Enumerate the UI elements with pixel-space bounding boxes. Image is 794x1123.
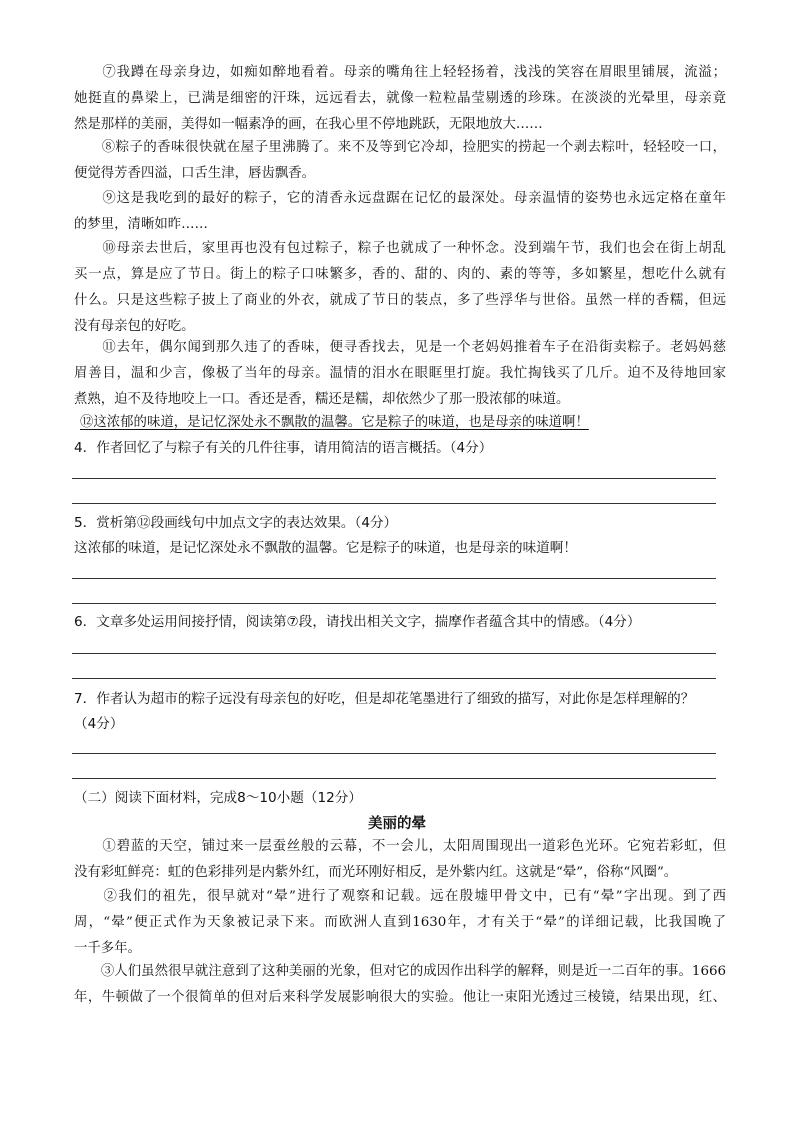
- answer-line[interactable]: [72, 753, 716, 754]
- question-7: [74, 687, 726, 737]
- paragraph-line: ⑩母亲去世后，家里再也没有包过粽子，粽子也就成了一种怀念。没到端午节，我们也会在街上胡乱: [74, 241, 726, 256]
- paragraph-line: 的梦里，清晰如昨……: [74, 217, 208, 232]
- question-text: 5．赏析第⑫段画线句中加点文字的表达效果。（4分）: [74, 515, 398, 531]
- answer-line[interactable]: [72, 478, 716, 479]
- paragraph-line: 然是那样的美丽，美得如一幅素净的画，在我心里不停地跳跃，无限地放大……: [74, 117, 543, 132]
- paragraph-line: ⑦我蹲在母亲身边，如痴如醉地看着。母亲的嘴角往上轻轻扬着，浅浅的笑容在眉眼里铺展，流溢；: [74, 65, 726, 80]
- paragraph-line: 周，“晕”便正式作为天象被记录下来。而欧洲人直到1630年，才有关于“晕”的详细记载，比我国晚了: [74, 915, 726, 930]
- answer-line[interactable]: [72, 603, 716, 604]
- paragraph-11: [74, 335, 726, 413]
- paragraph-line: ③人们虽然很早就注意到了这种美丽的光象，但对它的成因作出科学的解释，则是近一二百年的事。1666: [74, 964, 726, 979]
- passage2-paragraph-1: [74, 834, 726, 886]
- paragraph-line: 没有母亲包的好吃。: [74, 319, 195, 334]
- section-instruction: （二）阅读下面材料，完成8～10小题（12分）: [74, 790, 362, 806]
- paragraph-line: 没有彩虹鲜亮：虹的色彩排列是内紫外红，而光环刚好相反，是外紫内红。这就是“晕”，俗称“风圈”。: [74, 865, 678, 880]
- question-6: [74, 610, 726, 635]
- passage2-paragraph-3: [74, 959, 726, 1011]
- paragraph-line: 便觉得芳香四溢，口舌生津，唇齿飘香。: [74, 166, 316, 181]
- paragraph-7: [74, 60, 726, 138]
- paragraph-8: [74, 135, 726, 187]
- question-points: （4分）: [74, 716, 124, 732]
- question-5: [74, 511, 726, 561]
- paragraph-line: ⑨这是我吃到的最好的粽子，它的清香永远盘踞在记忆的最深处。母亲温情的姿势也永远定格在童年: [74, 191, 726, 206]
- answer-line[interactable]: [72, 778, 716, 779]
- underlined-sentence: ⑫这浓郁的味道，是记忆深处永不飘散的温馨。它是粽子的味道，也是母亲的味道啊！: [80, 415, 589, 430]
- passage2-paragraph-2: [74, 884, 726, 962]
- paragraph-9: [74, 186, 726, 238]
- quoted-sentence: 这浓郁的味道，是记忆深处永不飘散的温馨。它是粽子的味道，也是母亲的味道啊！: [74, 540, 577, 556]
- answer-line[interactable]: [72, 503, 716, 504]
- answer-line[interactable]: [72, 578, 716, 579]
- paragraph-line: 眉善目，温和少言，像极了当年的母亲。温情的泪水在眼眶里打旋。我忙掏钱买了几斤。迫不及待地回家: [74, 366, 726, 381]
- paragraph-line: 煮熟，迫不及待地咬上一口。香还是香，糯还是糯，却依然少了那一股浓郁的味道。: [74, 392, 570, 407]
- question-text: 4．作者回忆了与粽子有关的几件往事，请用简洁的语言概括。（4分）: [74, 440, 493, 456]
- question-text: 7．作者认为超市的粽子远没有母亲包的好吃，但是却花笔墨进行了细致的描写，对此你是怎样理解的？: [74, 691, 695, 707]
- answer-line[interactable]: [72, 678, 716, 679]
- section-heading: [74, 786, 726, 811]
- paragraph-line: 一千多年。: [74, 941, 141, 956]
- paragraph-line: [74, 410, 726, 436]
- paragraph-line: ⑪去年，偶尔闻到那久违了的香味，便寻香找去，见是一个老妈妈推着车子在沿街卖粽子。老妈妈慈: [74, 340, 726, 355]
- answer-line[interactable]: [72, 653, 716, 654]
- paragraph-12: [74, 410, 726, 436]
- paragraph-10: [74, 236, 726, 340]
- paragraph-line: 买一点，算是应了节日。街上的粽子口味繁多，香的、甜的、肉的、素的等等，多如繁星，想吃什么就有: [74, 267, 726, 282]
- paragraph-line: 年，牛顿做了一个很简单的但对后来科学发展影响很大的实验。他让一束阳光透过三棱镜，结果出现，红、: [74, 990, 726, 1005]
- passage-title: 美丽的晕: [368, 815, 426, 832]
- paragraph-line: ①碧蓝的天空，铺过来一层蚕丝般的云幕，不一会儿，太阳周围现出一道彩色光环。它宛若彩虹，但: [74, 839, 726, 854]
- paragraph-line: ⑧粽子的香味很快就在屋子里沸腾了。来不及等到它冷却，捡肥实的捞起一个剥去粽叶，轻轻咬一口，: [74, 140, 726, 155]
- question-text: 6．文章多处运用间接抒情，阅读第⑦段，请找出相关文字，揣摩作者蕴含其中的情感。（4分）: [74, 614, 641, 630]
- paragraph-line: ②我们的祖先，很早就对“晕”进行了观察和记载。远在殷墟甲骨文中，已有“晕”字出现。到了西: [74, 889, 726, 904]
- paragraph-line: 她挺直的鼻梁上，已满是细密的汗珠，远远看去，就像一粒粒晶莹剔透的珍珠。在淡淡的光晕里，母亲竟: [74, 91, 726, 106]
- paragraph-line: 什么。只是这些粽子披上了商业的外衣，就成了节日的装点，多了些浮华与世俗。虽然一样的香糯，但远: [74, 293, 726, 308]
- question-4: [74, 436, 726, 461]
